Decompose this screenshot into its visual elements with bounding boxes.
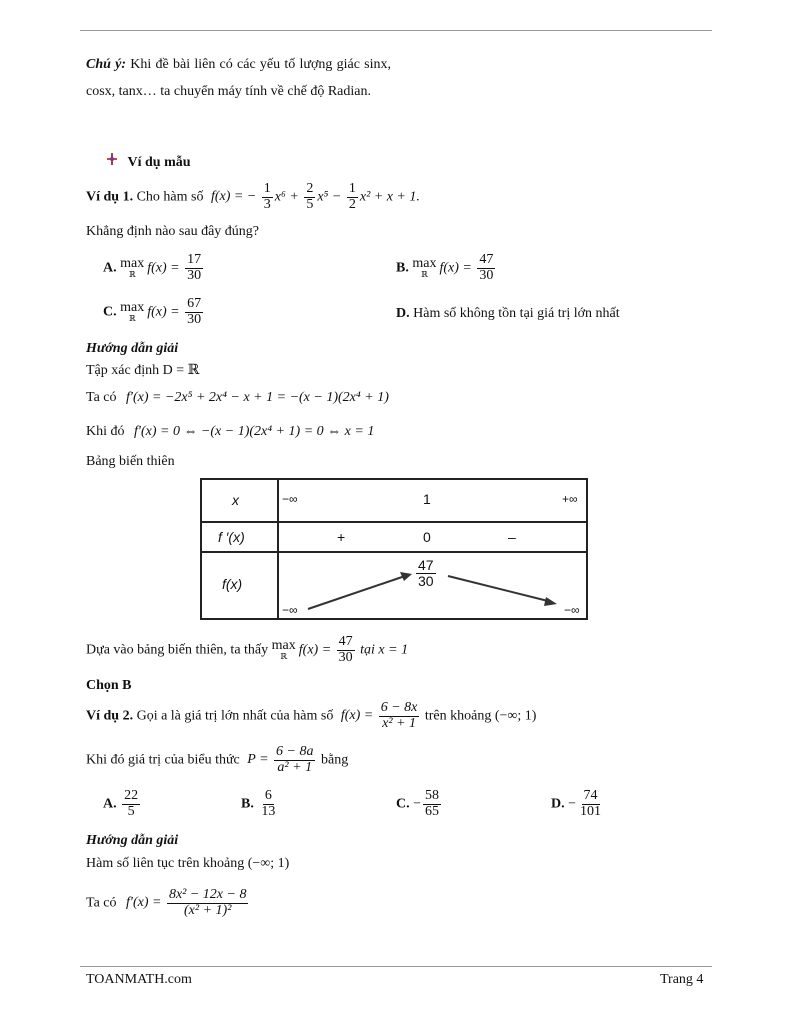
decreasing-arrow (448, 576, 552, 602)
table-fp-label: f ′(x) (218, 529, 245, 545)
pin-icon (106, 152, 118, 171)
section-title (106, 152, 191, 171)
table-f-right: −∞ (564, 603, 580, 617)
table-fp-mid: 0 (423, 529, 431, 545)
ex1-coef2: $\frac{2}{5}$ (306, 181, 314, 212)
footer-site: TOANMATH.com (86, 972, 192, 987)
ex1-term1: x⁶ + (274, 189, 299, 205)
note-label: Chú ý: (86, 57, 127, 72)
ex1-option-b: B. max ℝ f(x) = $\frac{47}{30}$ (396, 252, 494, 283)
table-x-mid: 1 (423, 491, 431, 507)
table-f-label: f(x) (222, 576, 243, 592)
ex1-root: Khi đó f′(x) = 0 ⇔ −(x − 1)(2x⁴ + 1) = 0 ⇔ x = 1 (86, 424, 375, 439)
variation-table (200, 478, 588, 620)
ex2-option-a: A. $\frac{22}{5}$ (103, 788, 139, 819)
ex2-guide-heading: Hướng dẫn giải (86, 833, 179, 848)
ex2-option-b: B. $\frac{6}{13}$ (241, 788, 276, 819)
footer-rule (80, 966, 712, 967)
ex2-derivative: Ta có f′(x) = $\frac{\text{8x² − 12x − 8}}{\text{(x² + 1)²}}$ (86, 887, 247, 918)
table-x-right: +∞ (562, 492, 578, 506)
header-rule (80, 30, 712, 31)
ex1-intro: Cho hàm số (136, 189, 204, 205)
ex1-label: Ví dụ 1. (86, 189, 134, 205)
ex1-term3: x² + x + 1. (359, 189, 420, 205)
ex1-statement (86, 182, 420, 212)
footer-page: Trang 4 (660, 972, 704, 987)
ex1-answer: Chọn B (86, 678, 132, 693)
ex1-option-c: C. max ℝ f(x) = $\frac{67}{30}$ (103, 296, 202, 327)
ex1-option-d: D. Hàm số không tồn tại giá trị lớn nhất (396, 306, 620, 321)
ex1-coef3: $\frac{1}{2}$ (348, 181, 356, 212)
ex1-option-a: A. max ℝ f(x) = $\frac{17}{30}$ (103, 252, 202, 283)
ex2-expression: Khi đó giá trị của biểu thức P = $\frac{6 - 8a}{\text{a² + 1}}$ bằng (86, 744, 349, 775)
note-text: Khi đề bài liên có các yếu tố lượng giác sinx, cosx, tanx… ta chuyển máy tính về chế độ Radian. (86, 57, 391, 99)
ex2-statement: Ví dụ 2. Gọi a là giá trị lớn nhất của hàm số f(x) = $\frac{6 - 8x}{\text{x² + 1}}$ trên khoảng (−∞; 1) (86, 700, 537, 731)
section-title-text: Ví dụ mẫu (127, 155, 191, 170)
table-f-left: −∞ (282, 603, 298, 617)
table-fp-right: – (508, 529, 516, 545)
ex1-domain: Tập xác định D = ℝ (86, 363, 200, 378)
table-x-left: −∞ (282, 492, 298, 506)
ex1-fx: f(x) = − (210, 189, 257, 205)
table-f-max: $\frac{47}{30}$ (418, 557, 434, 589)
ex1-table-label: Bảng biến thiên (86, 454, 175, 469)
ex2-continuity: Hàm số liên tục trên khoảng (−∞; 1) (86, 856, 290, 871)
ex1-conclusion: Dựa vào bảng biến thiên, ta thấy max ℝ f(x) = $\frac{47}{30}$ tại x = 1 (86, 634, 409, 665)
table-x-label: x (232, 492, 239, 508)
ex1-derivative: Ta có f′(x) = −2x⁵ + 2x⁴ − x + 1 = −(x − 1)(2x⁴ + 1) (86, 390, 389, 405)
table-fp-left: + (337, 529, 346, 545)
ex1-guide-heading: Hướng dẫn giải (86, 341, 179, 356)
ex2-option-c: C. − $\frac{58}{65}$ (396, 788, 440, 819)
increasing-arrow (308, 575, 408, 609)
ex1-question: Khẳng định nào sau đây đúng? (86, 224, 260, 239)
ex1-coef1: $\frac{1}{3}$ (263, 181, 271, 212)
ex1-term2: x⁵ − (317, 189, 342, 205)
variation-table-grid (200, 478, 588, 620)
ex2-option-d: D. − $\frac{74}{101}$ (551, 788, 602, 819)
note-paragraph (86, 51, 391, 105)
